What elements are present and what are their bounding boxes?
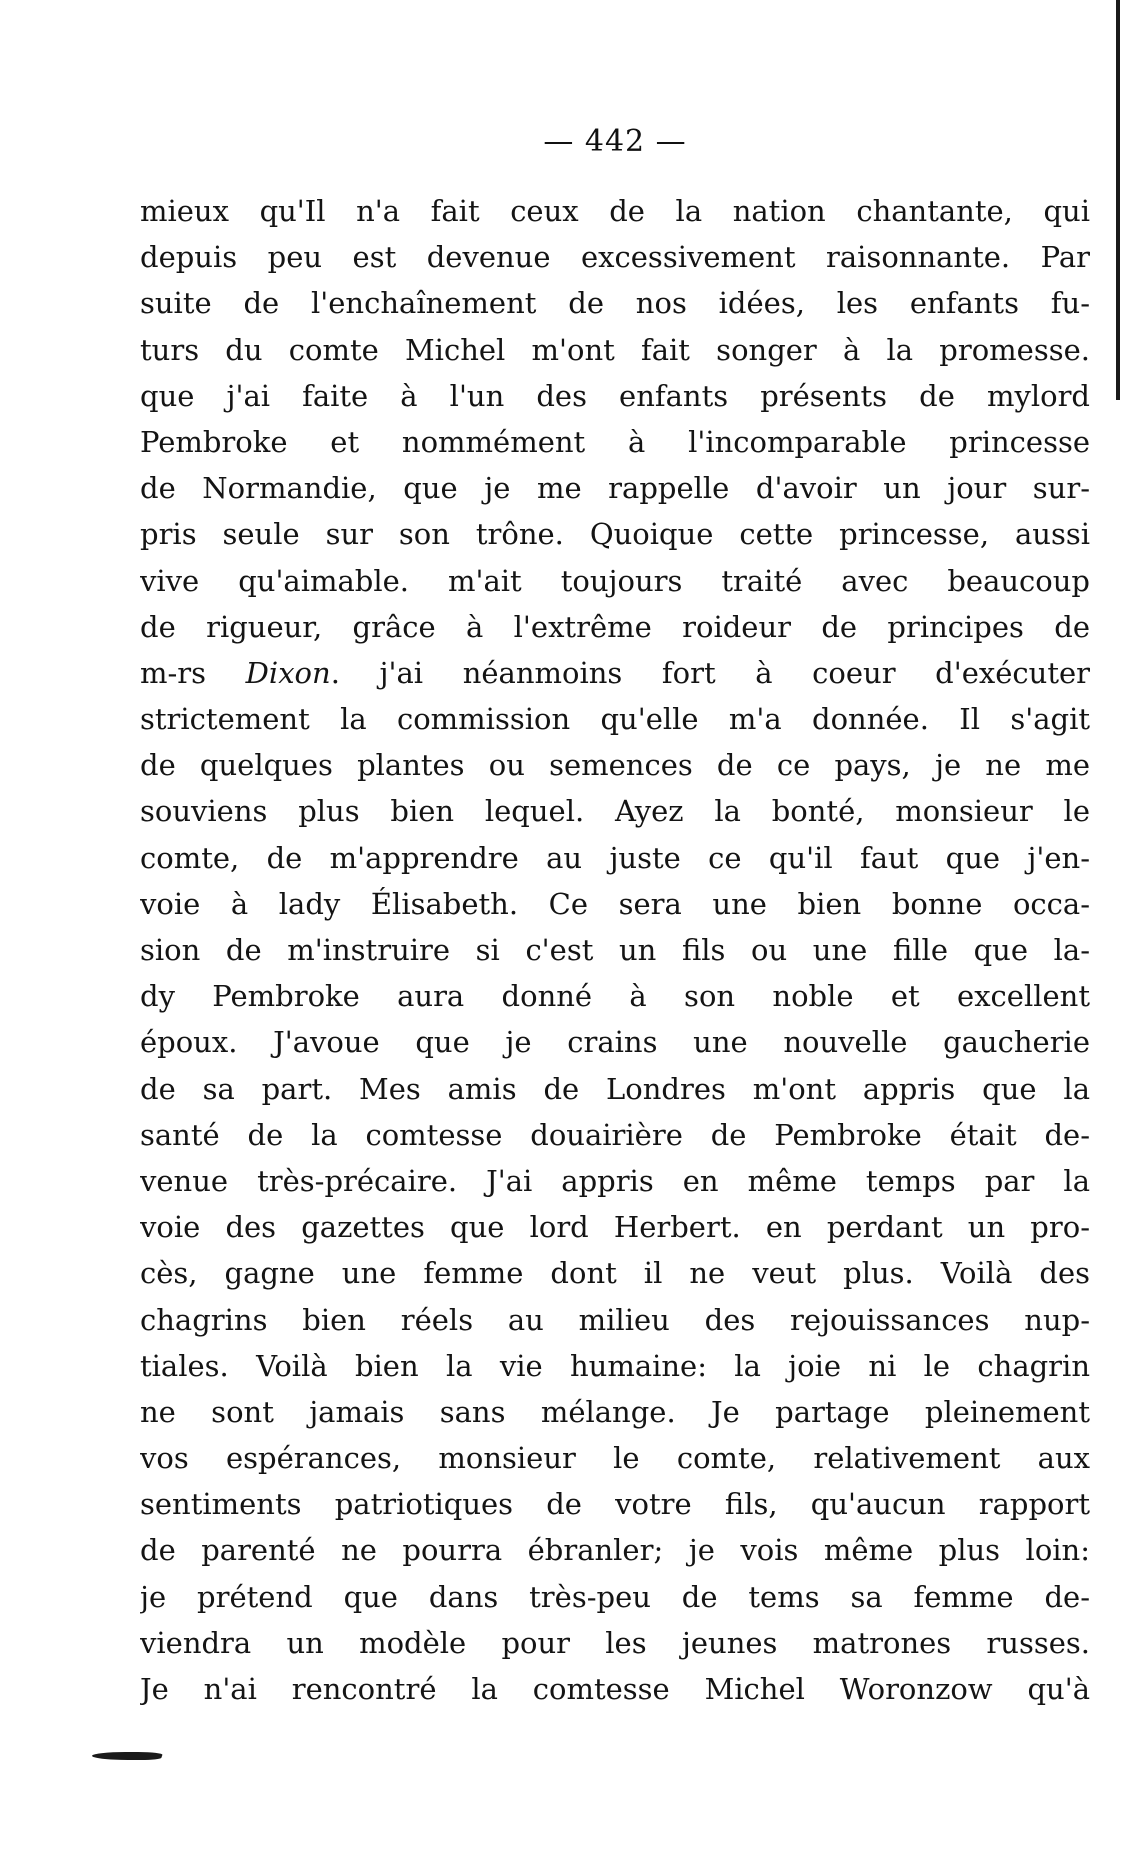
text-line: voie des gazettes que lord Herbert. en perdant un pro- — [140, 1210, 1090, 1245]
text-line: de sa part. Mes amis de Londres m'ont appris que la — [140, 1071, 1090, 1106]
text-line: souviens plus bien lequel. Ayez la bonté, monsieur le — [140, 794, 1090, 829]
page-number: — 442 — — [543, 124, 687, 159]
text-line: depuis peu est devenue excessivement raisonnante. Par — [140, 240, 1090, 275]
text-line: venue très-précaire. J'ai appris en même temps par la — [140, 1163, 1090, 1198]
text-line: je prétend que dans très-peu de tems sa femme de- — [140, 1579, 1090, 1614]
text-line: vos espérances, monsieur le comte, relativement aux — [140, 1441, 1090, 1476]
text-line: époux. J'avoue que je crains une nouvelle gaucherie — [140, 1025, 1090, 1060]
ink-smudge — [91, 1752, 164, 1760]
text-line: viendra un modèle pour les jeunes matrones russes. — [140, 1625, 1090, 1660]
text-line: tiales. Voilà bien la vie humaine: la joie ni le chagrin — [140, 1348, 1090, 1383]
text-line: voie à lady Élisabeth. Ce sera une bien bonne occa- — [140, 886, 1090, 921]
page-edge-rule — [1116, 0, 1120, 400]
text-line: dy Pembroke aura donné à son noble et excellent — [140, 979, 1090, 1014]
body-text — [140, 188, 1090, 1712]
text-line: strictement la commission qu'elle m'a donnée. Il s'agit — [140, 702, 1090, 737]
text-line: de rigueur, grâce à l'extrême roideur de principes de — [140, 609, 1090, 644]
text-line: turs du comte Michel m'ont fait songer à la promesse. — [140, 332, 1090, 367]
text-segment: . j'ai néanmoins fort à coeur d'exécuter — [330, 655, 1090, 690]
text-line: mieux qu'Il n'a fait ceux de la nation chantante, qui — [140, 194, 1090, 228]
text-line: comte, de m'apprendre au juste ce qu'il faut que j'en- — [140, 840, 1090, 875]
text-line: que j'ai faite à l'un des enfants présents de mylord — [140, 378, 1090, 413]
text-line: sion de m'instruire si c'est un fils ou une fille que la- — [140, 933, 1090, 967]
text-line: de quelques plantes ou semences de ce pays, je ne me — [140, 748, 1090, 783]
italic-name: Dixon — [245, 655, 331, 690]
text-line: pris seule sur son trône. Quoique cette princesse, aussi — [140, 517, 1090, 552]
text-line: vive qu'aimable. m'ait toujours traité avec beaucoup — [140, 563, 1090, 598]
text-line: Pembroke et nommément à l'incomparable princesse — [140, 424, 1090, 459]
text-line-with-italic — [140, 650, 1090, 696]
text-line: de Normandie, que je me rappelle d'avoir un jour sur- — [140, 471, 1090, 506]
text-line: de parenté ne pourra ébranler; je vois même plus loin: — [140, 1533, 1090, 1568]
text-line: sentiments patriotiques de votre fils, qu'aucun rapport — [140, 1487, 1090, 1522]
text-line: chagrins bien réels au milieu des rejouissances nup- — [140, 1302, 1090, 1337]
text-line: ne sont jamais sans mélange. Je partage pleinement — [140, 1394, 1090, 1429]
text-segment: m-rs — [140, 655, 246, 690]
text-line: suite de l'enchaînement de nos idées, les enfants fu- — [140, 286, 1090, 321]
text-line: santé de la comtesse douairière de Pembroke était de- — [140, 1117, 1090, 1152]
text-line: Je n'ai rencontré la comtesse Michel Woronzow qu'à — [140, 1672, 1090, 1706]
text-line: cès, gagne une femme dont il ne veut plus. Voilà des — [140, 1256, 1090, 1291]
